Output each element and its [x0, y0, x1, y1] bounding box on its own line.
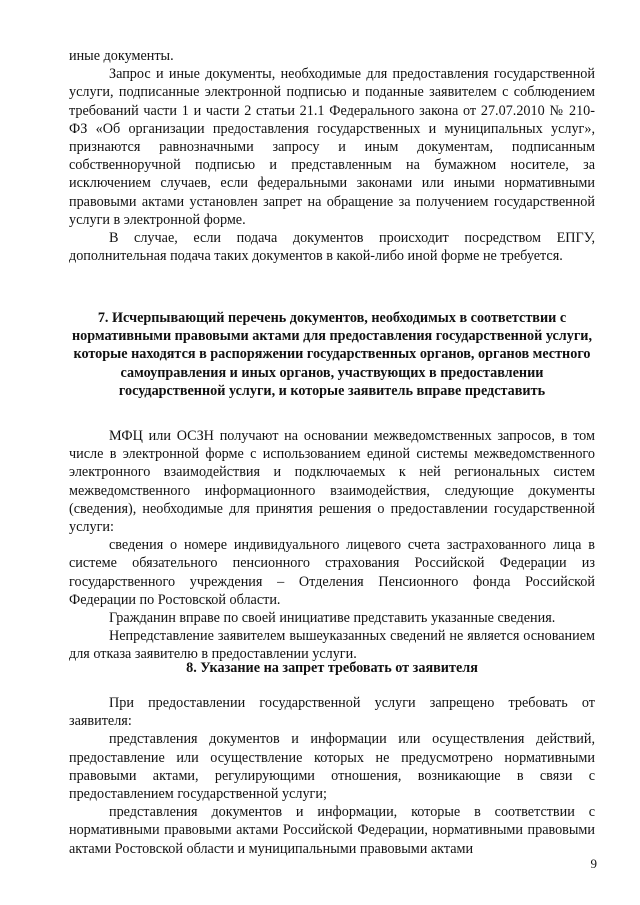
- paragraph: Запрос и иные документы, необходимые для предоставления государственной услуги, подписанные электронной подписью и поданные заявителем с соблюдением требований части 1 и части 2 статьи 21.1 Федерального закона от 27.07.2010 № 210-ФЗ «Об организации предоставления государственных и муниципальных услуг», признаются равнозначными запросу и иным документам, подписанным собственноручной подписью и представленным на бумажном носителе, за исключением случаев, если федеральными законами или иными нормативными правовыми актами установлен запрет на обращение за получением государственной услуги в электронной форме.: [69, 66, 595, 228]
- paragraph: МФЦ или ОСЗН получают на основании межведомственных запросов, в том числе в электронной форме с использованием единой системы межведомственного электронного взаимодействия и подключаемых к ней региональных систем межведомственного информационного взаимодействия, следующие документы (сведения), необходимые для принятия решения о предоставлении государственной услуги:: [69, 428, 595, 536]
- paragraph: Непредставление заявителем вышеуказанных сведений не является основанием для отказа заявителю в предоставлении услуги.: [69, 628, 595, 663]
- paragraph: представления документов и информации или осуществления действий, предоставление или осуществление которых не предусмотрено нормативными правовыми актами, регулирующими отношения, возникающие в связи с предоставлением государственной услуги;: [69, 731, 595, 803]
- paragraph: сведения о номере индивидуального лицевого счета застрахованного лица в системе обязательного пенсионного страхования Российской Федерации из государственного учреждения – Отделения Пенсионного фонда Российской Федерации по Ростовской области.: [69, 537, 595, 608]
- paragraph: представления документов и информации, которые в соответствии с нормативными правовыми актами Российской Федерации, нормативными правовыми актами Ростовской области и муниципальными правовыми актами: [69, 804, 595, 857]
- paragraph: иные документы.: [69, 48, 174, 64]
- page-number: 9: [590, 856, 597, 871]
- section-7-heading: 7. Исчерпывающий перечень документов, необходимых в соответствии с нормативными правовыми актами для предоставления государственной услуги, которые находятся в распоряжении государственных органов, органов местного самоуправления и иных органов, участвующих в предоставлении государственной услуги, и которые заявитель вправе представить: [71, 310, 592, 399]
- section-7-text-block: [69, 427, 595, 664]
- paragraph: В случае, если подача документов происходит посредством ЕПГУ, дополнительная подача таких документов в какой-либо иной форме не требуется.: [69, 230, 595, 265]
- paragraph: При предоставлении государственной услуги запрещено требовать от заявителя:: [69, 695, 595, 730]
- paragraph: Гражданин вправе по своей инициативе представить указанные сведения.: [109, 610, 556, 627]
- section-8-text-block: [69, 694, 595, 858]
- section-8-heading: 8. Указание на запрет требовать от заявителя: [186, 660, 478, 676]
- intro-text-block: [69, 47, 595, 265]
